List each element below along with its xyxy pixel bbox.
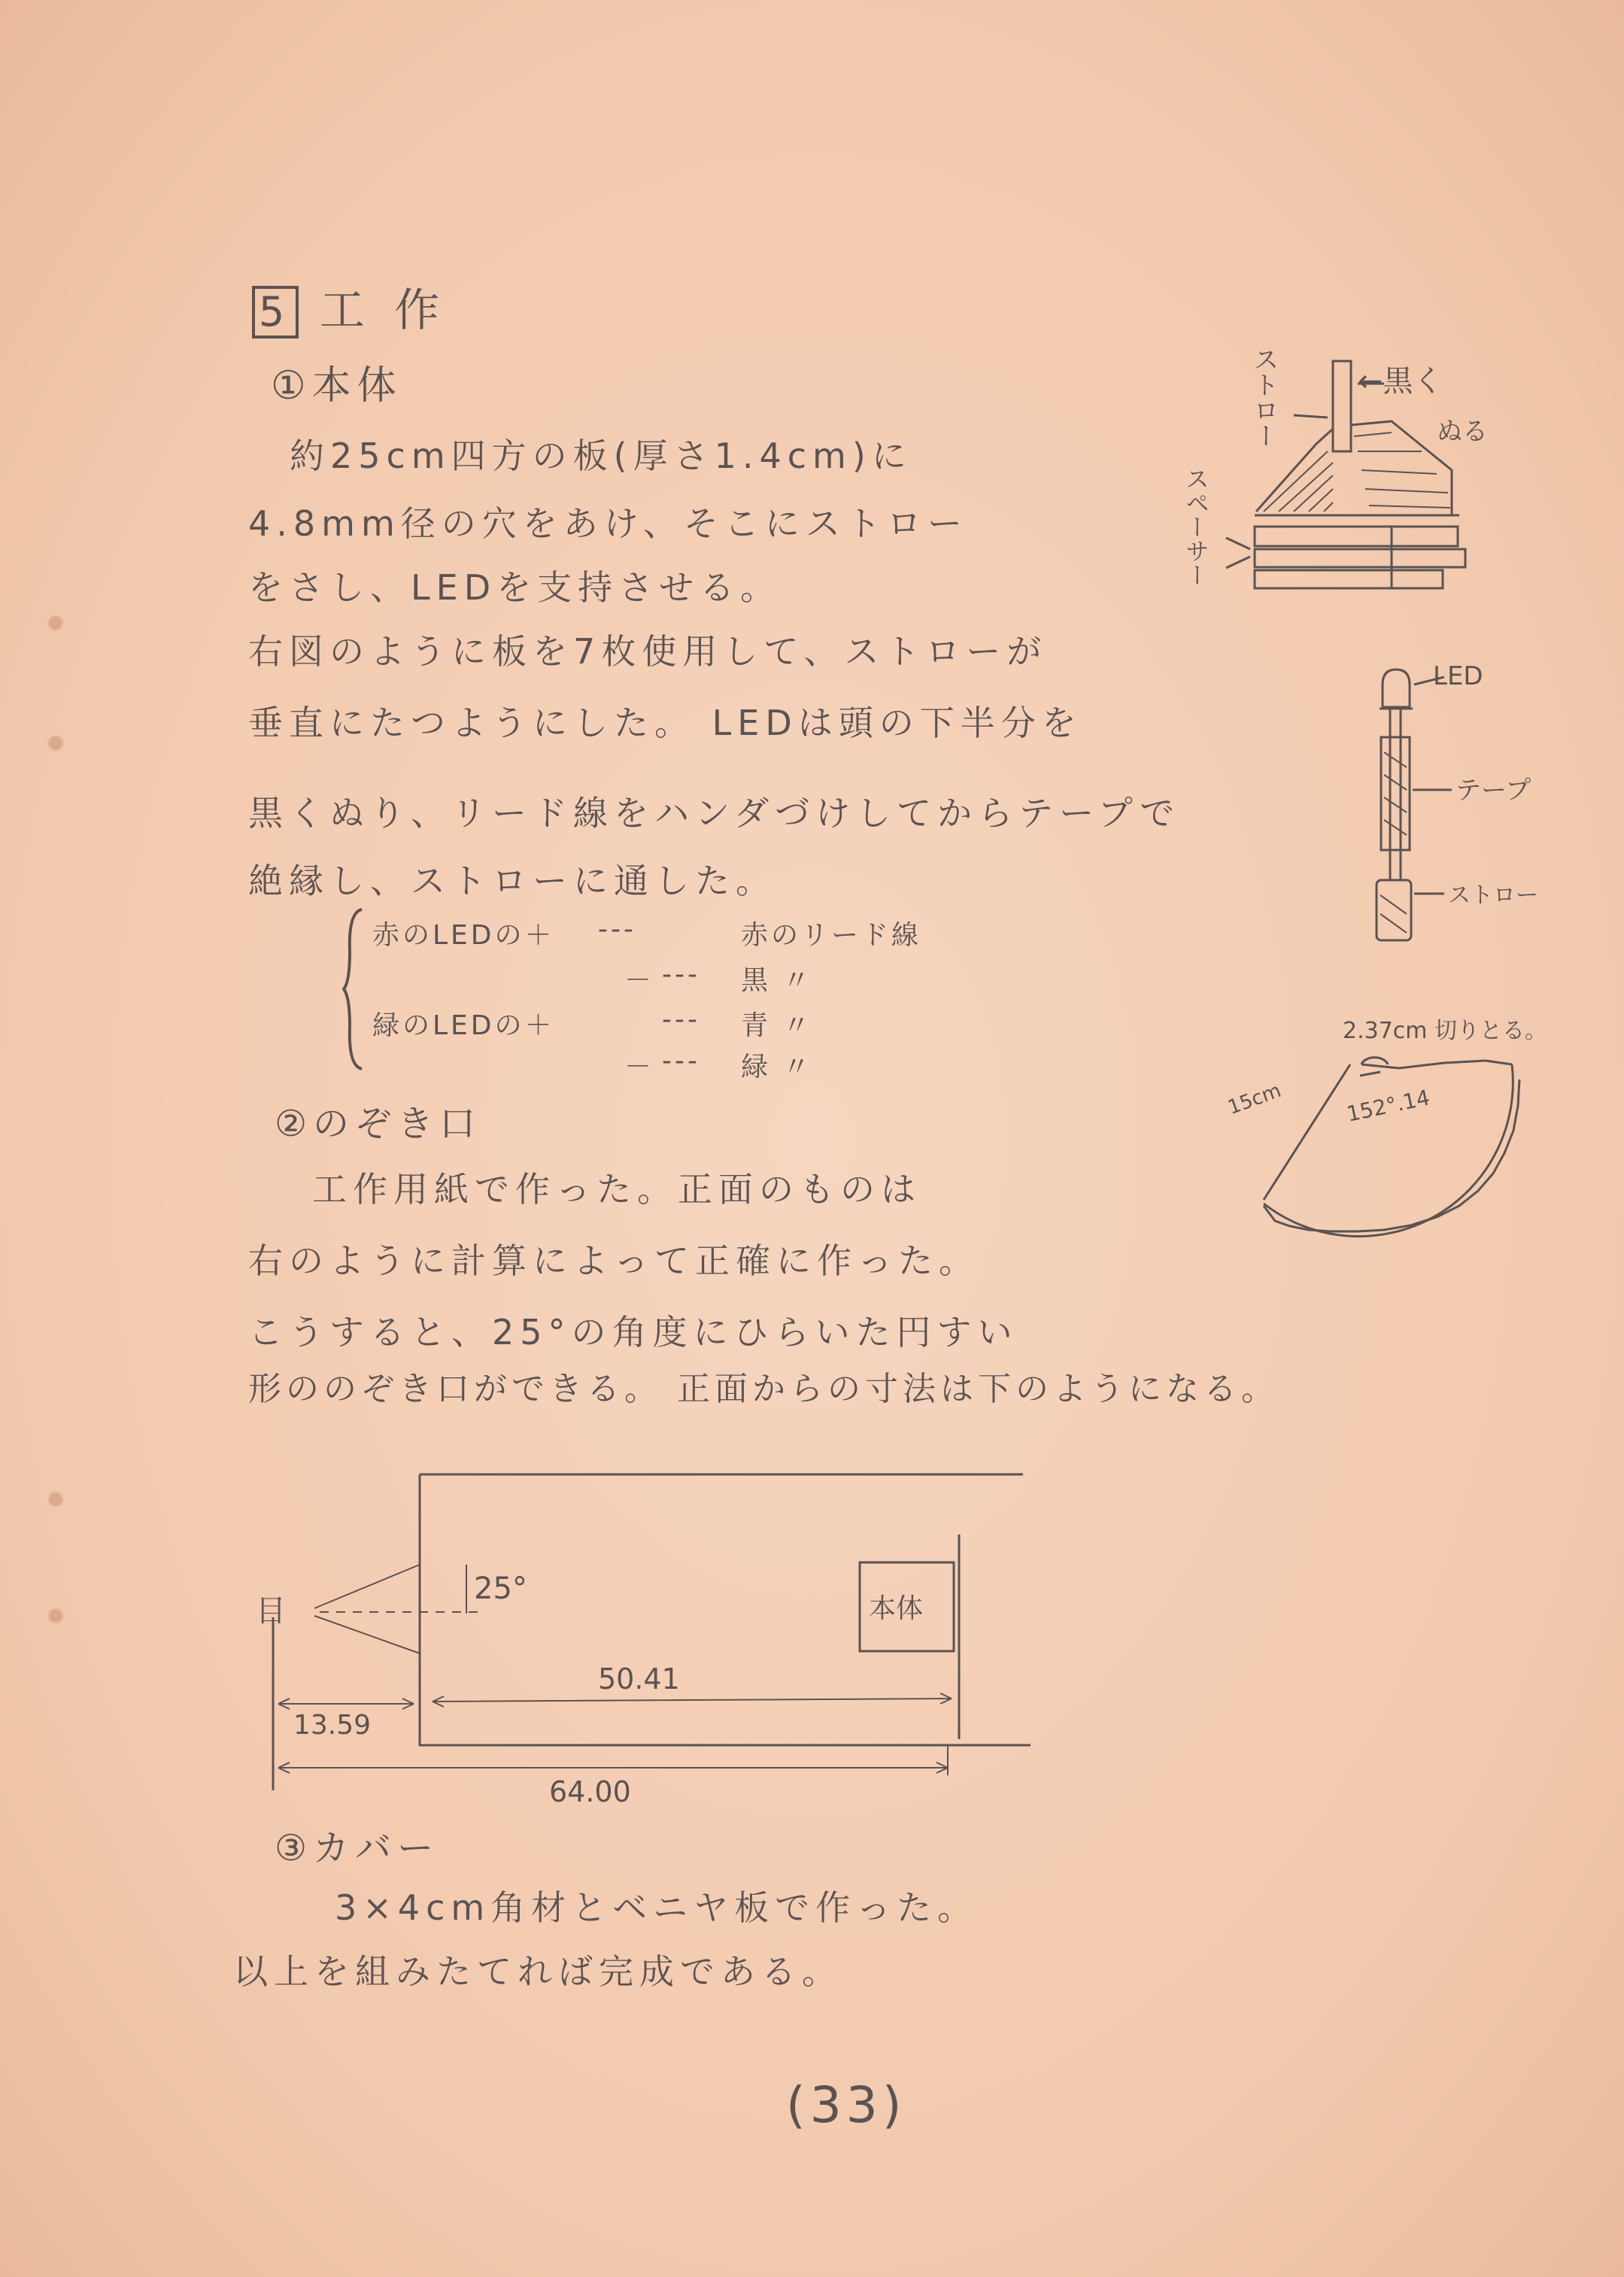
binder-hole <box>50 617 62 629</box>
body-line: 右図のように板を7枚使用して、ストローが <box>248 631 1048 672</box>
body-line: 絶縁し、ストローに通した。 <box>248 861 776 901</box>
tape-label: テープ <box>1456 776 1531 806</box>
binder-hole <box>50 1493 62 1505</box>
body-line: 以上を組みたてれば完成である。 <box>233 1951 842 1992</box>
plan-dim-64: 64.00 <box>549 1775 631 1808</box>
wiring-sep: --- <box>598 914 636 945</box>
body-line: 右のように計算によって正確に作った。 <box>248 1240 979 1281</box>
stand-label-black: ←黒く <box>1358 364 1443 399</box>
plan-eye-label: 目 <box>256 1594 286 1629</box>
body-line: 工作用紙で作った。正面のものは <box>312 1169 921 1210</box>
wiring-left: 赤のLEDの＋ <box>372 920 555 951</box>
wiring-left: － <box>624 965 655 996</box>
section-heading <box>252 275 447 339</box>
stand-figure <box>1166 331 1587 632</box>
plan-dim-50: 50.41 <box>598 1662 680 1696</box>
body-line: 3×4cm角材とベニヤ板で作った。 <box>335 1887 979 1928</box>
wiring-left: － <box>624 1052 655 1082</box>
cone-cut-label: 2.37cm 切りとる。 <box>1343 1018 1548 1044</box>
wiring-right: 青 〃 <box>741 1010 813 1041</box>
subsection-title-cover: ③カバー <box>275 1827 440 1869</box>
binder-hole <box>50 737 62 749</box>
wiring-right: 緑 〃 <box>741 1052 813 1082</box>
body-line: こうすると、25°の角度にひらいた円すい <box>248 1312 1018 1353</box>
wiring-left: 緑のLEDの＋ <box>372 1010 555 1041</box>
binder-hole <box>50 1610 62 1622</box>
section-number: 5 <box>252 286 299 339</box>
page-number: (33) <box>786 2076 906 2134</box>
body-line: 4.8mm径の穴をあけ、そこにストロー <box>248 503 968 544</box>
straw-label: ストロー <box>1448 882 1538 909</box>
wiring-right: 赤のリード線 <box>741 920 922 951</box>
body-line: 形ののぞき口ができる。 正面からの寸法は下のようになる。 <box>248 1370 1279 1408</box>
wiring-sep: --- <box>662 959 700 990</box>
stand-label-paint: ぬる <box>1437 417 1488 447</box>
subsection-title-body: ①本体 <box>271 363 402 408</box>
wiring-brace <box>342 906 365 1072</box>
plan-figure <box>248 1459 1061 1813</box>
cone-radius-label: 15cm <box>1225 1079 1285 1120</box>
cone-figure <box>1219 1004 1595 1245</box>
body-line: 黒くぬり、リード線をハンダづけしてからテープで <box>248 793 1181 833</box>
section-title: 工 作 <box>320 284 448 337</box>
plan-dim-13: 13.59 <box>293 1710 372 1741</box>
body-line: 約25cm四方の板(厚さ1.4cm)に <box>290 436 912 476</box>
led-label: LED <box>1433 661 1483 691</box>
wiring-sep: --- <box>662 1046 700 1076</box>
stand-label-straw: ストロー <box>1249 346 1279 448</box>
led-figure <box>1346 654 1587 955</box>
plan-body-label: 本体 <box>869 1593 924 1624</box>
subsection-title-peephole: ②のぞき口 <box>275 1103 482 1145</box>
plan-angle-label: 25° <box>474 1571 527 1606</box>
wiring-sep: --- <box>662 1004 700 1035</box>
body-line: をさし、LEDを支持させる。 <box>248 567 782 608</box>
stand-label-spacer: スペーサー <box>1182 466 1210 587</box>
body-line: 垂直にたつようにした。 LEDは頭の下半分を <box>248 703 1082 743</box>
cone-angle-label: 152°.14 <box>1344 1085 1432 1127</box>
wiring-right: 黒 〃 <box>741 965 813 996</box>
